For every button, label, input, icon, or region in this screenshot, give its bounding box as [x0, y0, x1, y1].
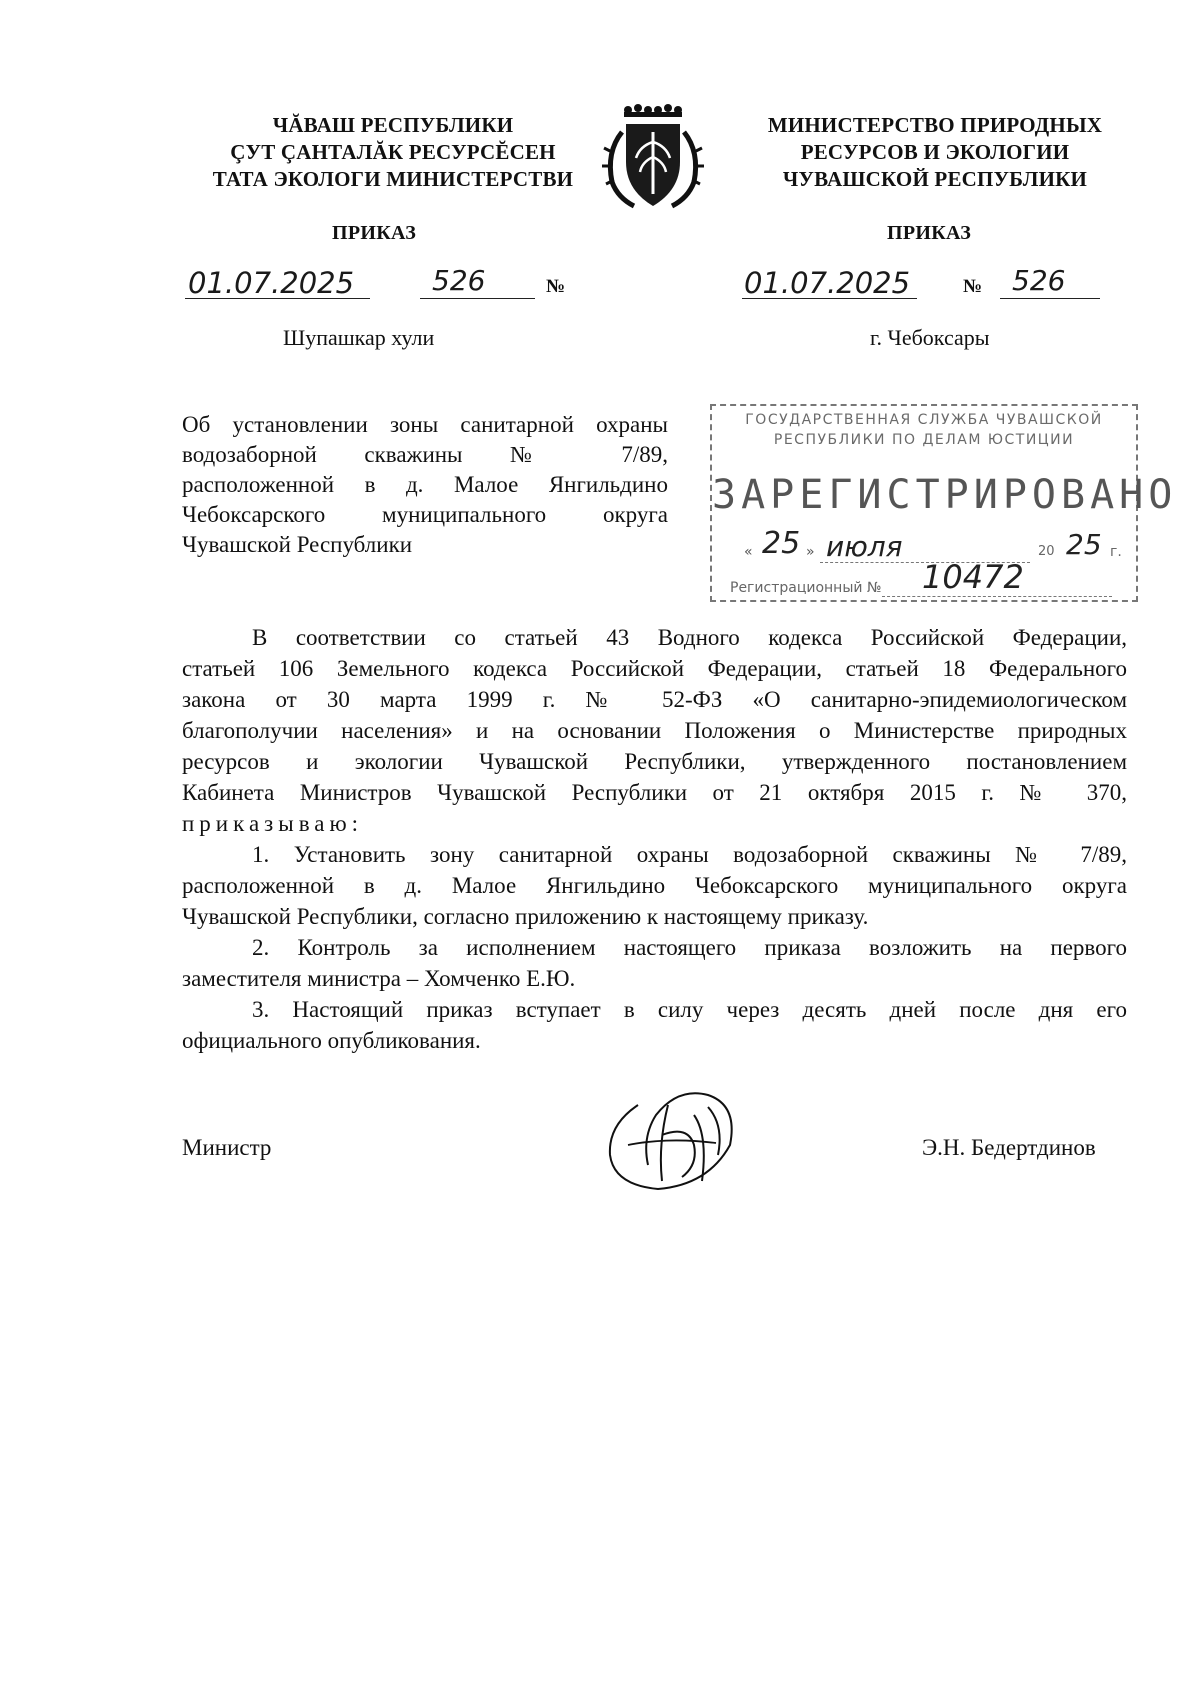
- subject-line: Чувашской Республики: [182, 532, 413, 557]
- item1-line: расположенной в д. Малое Янгильдино Чебоксарского муниципального округа: [182, 873, 1127, 898]
- stamp-agency-line1: ГОСУДАРСТВЕННАЯ СЛУЖБА ЧУВАШСКОЙ: [745, 412, 1103, 428]
- subject-line: расположенной в д. Малое Янгильдино: [182, 472, 668, 497]
- date-underline: [185, 298, 370, 299]
- item2-line: заместителя министра – Хомченко Е.Ю.: [182, 966, 576, 991]
- handwritten-signature-icon: [598, 1085, 748, 1195]
- header-left-line: ÇУТ ÇАНТАЛĂК РЕСУРСĔСЕН: [230, 140, 556, 164]
- header-russian: [735, 112, 1135, 193]
- stamp-year-suffix: г.: [1110, 544, 1122, 560]
- subject-line: водозаборной скважины № 7/89,: [182, 442, 668, 467]
- stamp-registered-title: ЗАРЕГИСТРИРОВАНО: [712, 472, 1178, 518]
- order-number-right: 526: [1012, 264, 1066, 297]
- signatory-name: Э.Н. Бедертдинов: [922, 1135, 1096, 1160]
- place-russian: г. Чебоксары: [870, 325, 990, 350]
- header-left-line: ТАТА ЭКОЛОГИ МИНИСТЕРСТВИ: [212, 167, 574, 191]
- order-date-left: 01.07.2025: [188, 266, 355, 300]
- number-underline: [420, 298, 535, 299]
- header-right-line: ЧУВАШСКОЙ РЕСПУБЛИКИ: [782, 167, 1088, 191]
- preamble-line: В соответствии со статьей 43 Водного кодекса Российской Федерации,: [252, 625, 1127, 650]
- stamp-year: 25: [1066, 528, 1102, 561]
- preamble-line: закона от 30 марта 1999 г. № 52-ФЗ «О санитарно-эпидемиологическом: [182, 687, 1127, 712]
- item2-line: 2. Контроль за исполнением настоящего приказа возложить на первого: [252, 935, 1127, 960]
- number-sign-left: №: [546, 276, 566, 297]
- stamp-quote-open: «: [744, 544, 753, 560]
- number-underline: [1000, 298, 1100, 299]
- order-title-right: ПРИКАЗ: [887, 222, 972, 244]
- stamp-reg-number: 10472: [922, 558, 1024, 596]
- item1-line: 1. Установить зону санитарной охраны водозаборной скважины № 7/89,: [252, 842, 1127, 867]
- preamble-line: Кабинета Министров Чувашской Республики от 21 октября 2015 г. № 370,: [182, 780, 1127, 805]
- stamp-day: 25: [762, 526, 801, 561]
- item3-line: 3. Настоящий приказ вступает в силу через десять дней после дня его: [252, 997, 1127, 1022]
- order-number-left: 526: [432, 264, 486, 297]
- order-subject: [182, 410, 668, 560]
- header-right-line: МИНИСТЕРСТВО ПРИРОДНЫХ: [767, 113, 1103, 137]
- coat-of-arms-icon: [598, 102, 708, 217]
- item3-line: официального опубликования.: [182, 1028, 481, 1053]
- signatory-title: Министр: [182, 1135, 272, 1160]
- date-underline: [742, 298, 917, 299]
- preamble-line: ресурсов и экологии Чувашской Республики, утвержденного постановлением: [182, 749, 1127, 774]
- header-left-line: ЧĂВАШ РЕСПУБЛИКИ: [272, 113, 514, 137]
- order-word: приказываю:: [182, 811, 364, 836]
- stamp-month: июля: [826, 530, 903, 563]
- order-date-right: 01.07.2025: [744, 266, 911, 300]
- stamp-reg-label: Регистрационный №: [730, 580, 882, 596]
- subject-line: Об установлении зоны санитарной охраны: [182, 412, 668, 437]
- number-sign-right: №: [963, 276, 983, 297]
- header-chuvash: [188, 112, 598, 193]
- stamp-quote-close: »: [806, 544, 815, 560]
- stamp-year-prefix: 20: [1038, 544, 1055, 559]
- preamble-line: благополучии населения» и на основании Положения о Министерстве природных: [182, 718, 1127, 743]
- stamp-reg-underline: [882, 596, 1112, 597]
- registration-stamp: [710, 404, 1178, 602]
- preamble-line: статьей 106 Земельного кодекса Российской Федерации, статьей 18 Федерального: [182, 656, 1127, 681]
- item1-line: Чувашской Республики, согласно приложению к настоящему приказу.: [182, 904, 869, 929]
- header-right-line: РЕСУРСОВ И ЭКОЛОГИИ: [800, 140, 1070, 164]
- subject-line: Чебоксарского муниципального округа: [182, 502, 668, 527]
- place-chuvash: Шупашкар хули: [283, 325, 435, 350]
- stamp-agency-line2: РЕСПУБЛИКИ ПО ДЕЛАМ ЮСТИЦИИ: [773, 432, 1075, 448]
- order-body: [182, 622, 1127, 1056]
- order-title-left: ПРИКАЗ: [332, 222, 417, 244]
